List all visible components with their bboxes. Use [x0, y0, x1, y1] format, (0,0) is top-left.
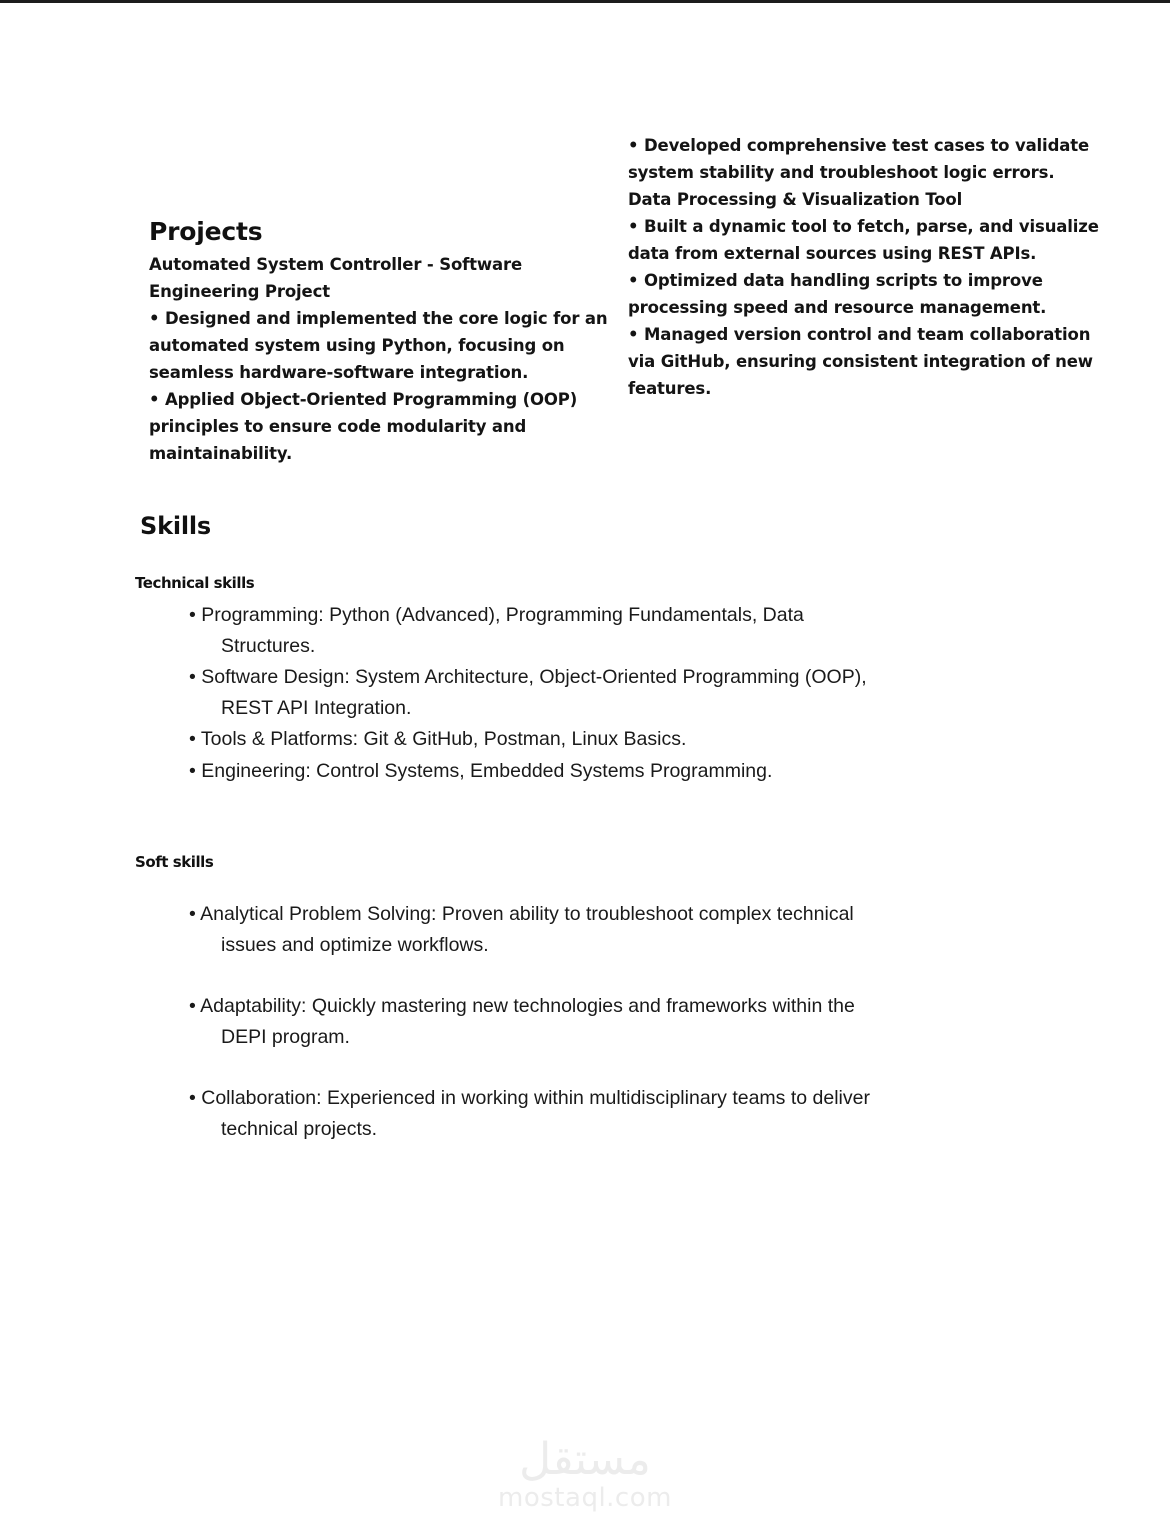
project-bullet: • Optimized data handling scripts to improve processing speed and resource management.	[628, 271, 1047, 317]
project-bullet: • Designed and implemented the core logic for an automated system using Python, focusing on seamless hardware-software integration.	[149, 309, 608, 382]
watermark-arabic-logo: مستقل	[519, 1434, 651, 1485]
projects-left-column	[149, 217, 629, 467]
technical-skills-label: Technical skills	[135, 574, 255, 592]
list-item: • Adaptability: Quickly mastering new technologies and frameworks within the DEPI program.	[189, 995, 855, 1048]
project-job-title: Automated System Controller - Software Engineering Project	[149, 255, 522, 301]
mostaql-watermark	[0, 1435, 1170, 1513]
list-item: • Tools & Platforms: Git & GitHub, Postman, Linux Basics.	[189, 728, 687, 750]
project-bullet: • Built a dynamic tool to fetch, parse, and visualize data from external sources using REST APIs.	[628, 217, 1099, 263]
project-bullet: • Managed version control and team collaboration via GitHub, ensuring consistent integration of new features.	[628, 325, 1093, 398]
projects-left-body	[149, 251, 629, 467]
list-item: • Analytical Problem Solving: Proven ability to troubleshoot complex technical issues and optimize workflows.	[189, 903, 854, 956]
list-item: • Collaboration: Experienced in working within multidisciplinary teams to deliver technical projects.	[189, 1087, 870, 1140]
soft-skills-list	[173, 899, 883, 1175]
project-subtitle: Data Processing & Visualization Tool	[628, 190, 963, 209]
projects-heading: Projects	[149, 217, 263, 246]
project-bullet-continued: • Developed comprehensive test cases to validate system stability and troubleshoot logic errors.	[628, 136, 1089, 182]
list-item: • Engineering: Control Systems, Embedded Systems Programming.	[189, 759, 773, 782]
list-item: • Programming: Python (Advanced), Programming Fundamentals, Data Structures.	[189, 604, 804, 657]
soft-skills-label: Soft skills	[135, 853, 214, 871]
projects-right-body	[628, 132, 1108, 402]
project-bullet: • Applied Object-Oriented Programming (OOP) principles to ensure code modularity and maintainability.	[149, 390, 578, 463]
list-item: • Software Design: System Architecture, Object-Oriented Programming (OOP), REST API Integration.	[189, 666, 867, 719]
skills-heading: Skills	[140, 512, 212, 540]
technical-skills-list	[173, 600, 873, 787]
projects-right-column	[628, 132, 1108, 402]
watermark-domain-text: mostaql.com	[498, 1483, 672, 1513]
